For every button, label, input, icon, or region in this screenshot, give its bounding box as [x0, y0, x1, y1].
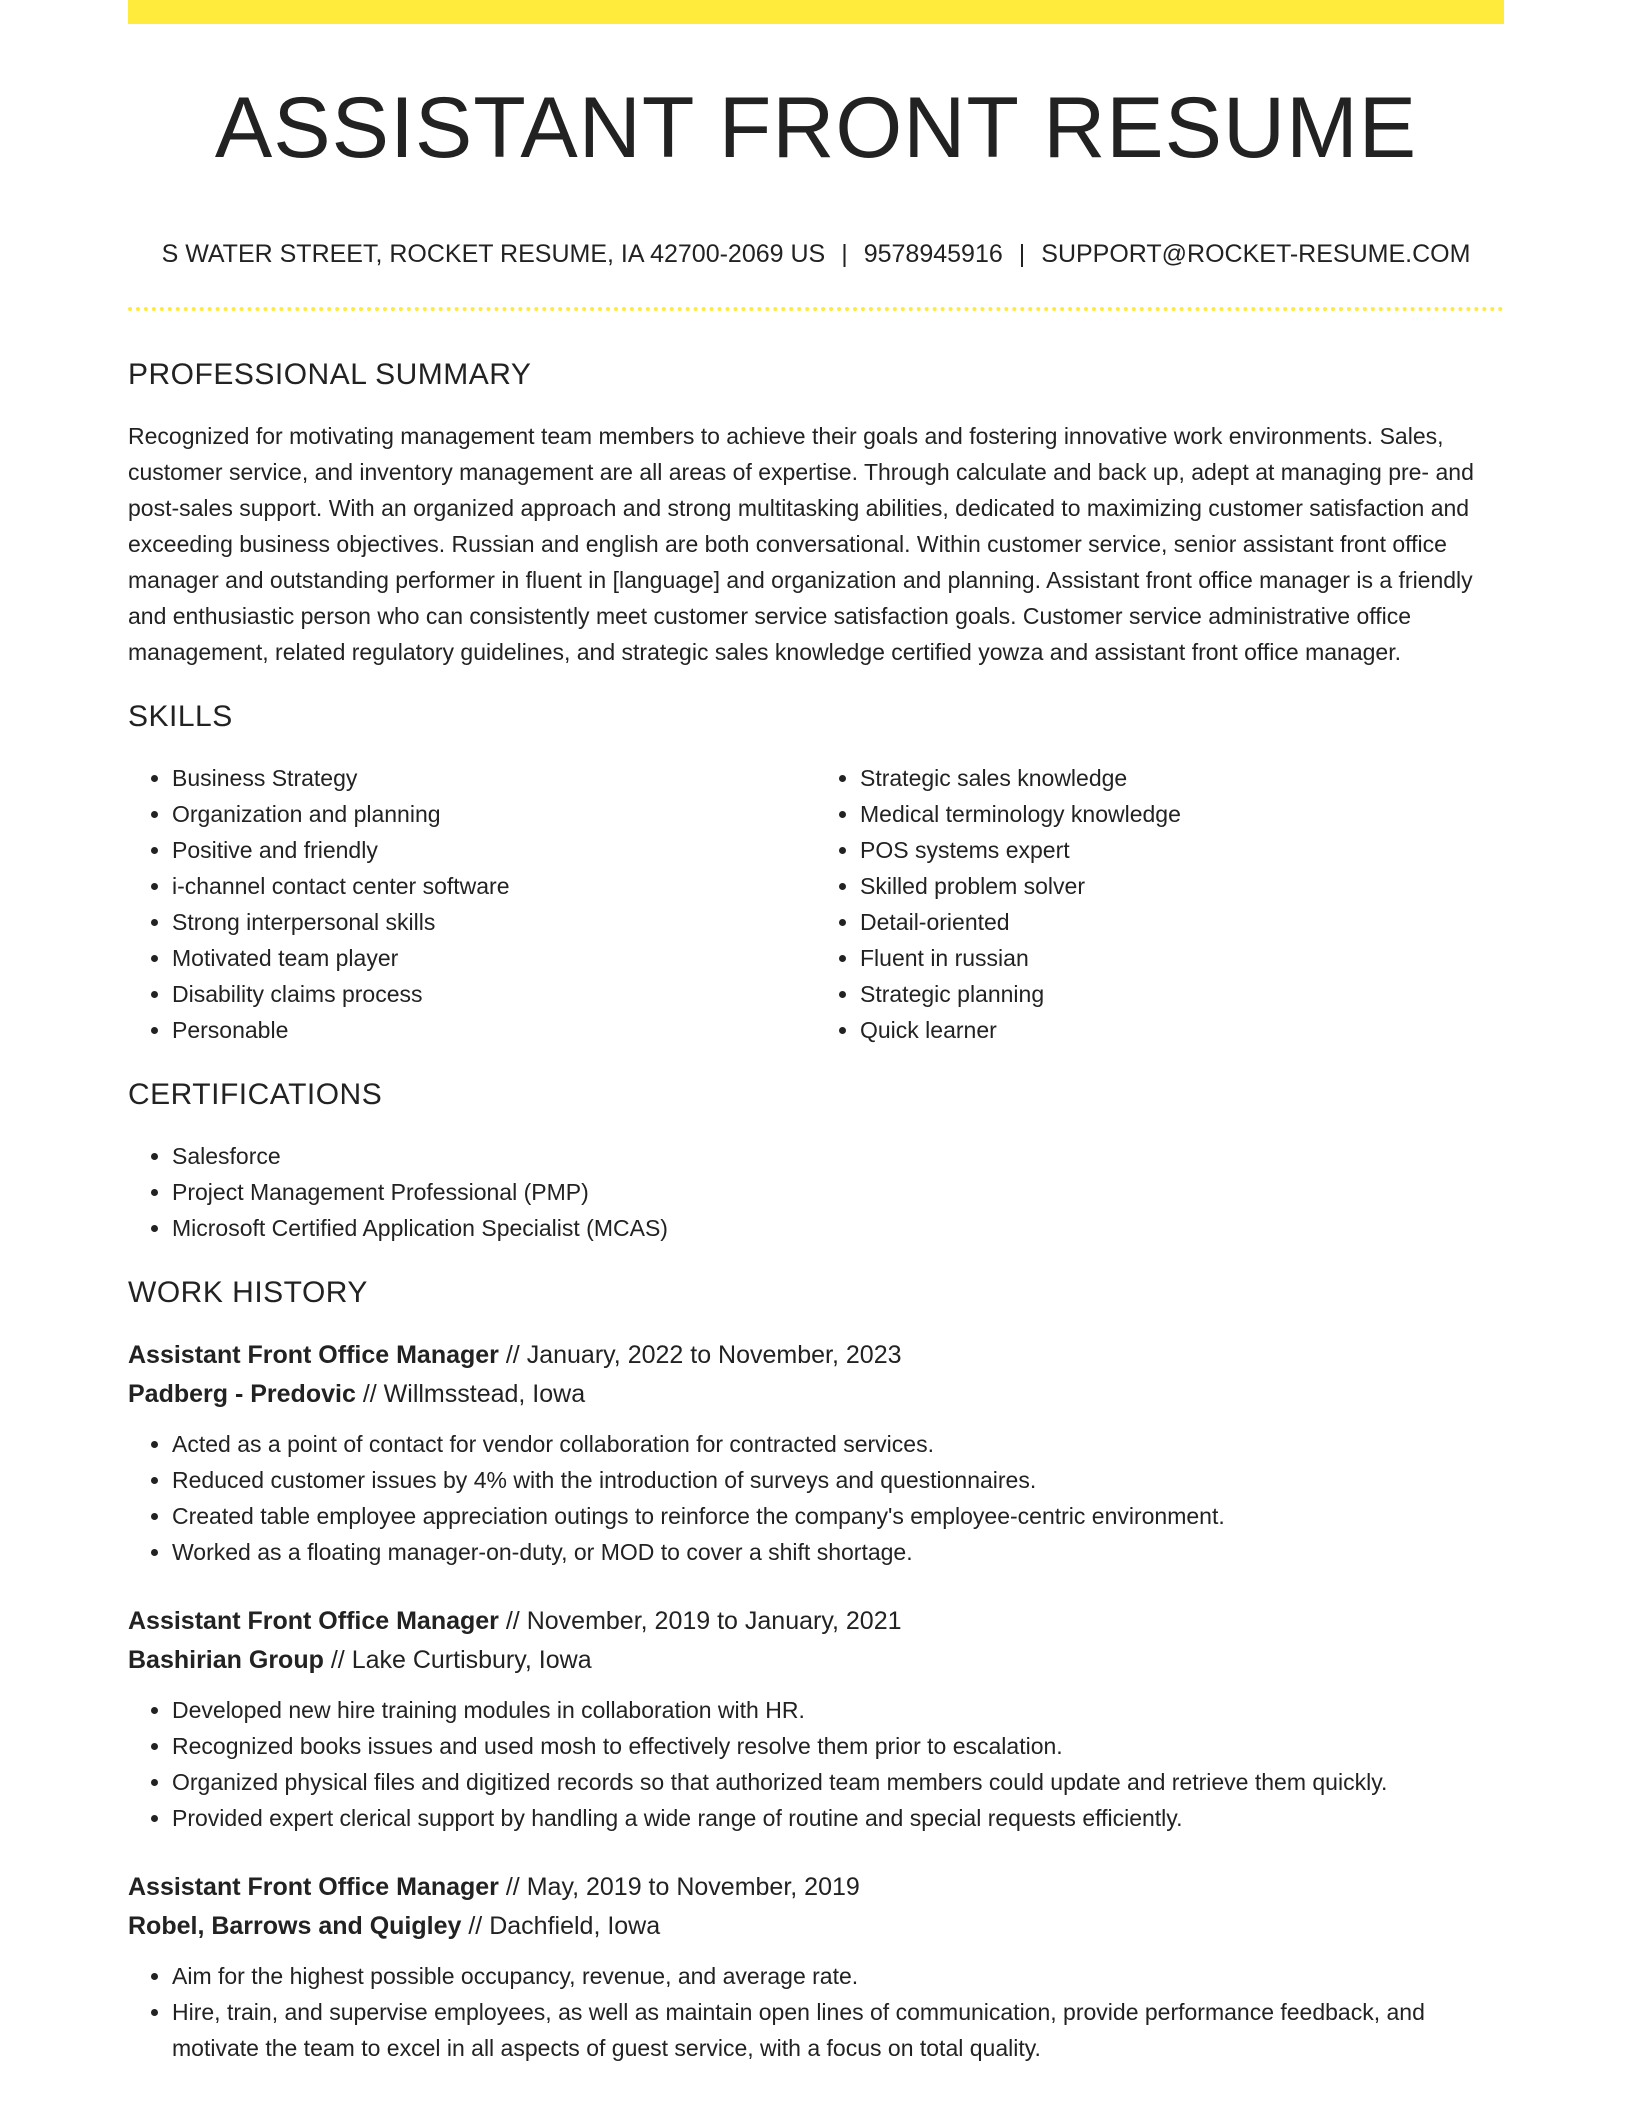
job-bullet: • Created table employee appreciation outings to reinforce the company's employee-centric environment.	[172, 1498, 1504, 1534]
job-entry	[128, 1336, 1504, 1570]
work-history-section	[128, 1268, 1504, 2066]
skill-item: • Fluent in russian	[860, 940, 1504, 976]
job-dates: January, 2022 to November, 2023	[526, 1341, 902, 1369]
skills-section	[128, 692, 1504, 1048]
summary-text: Recognized for motivating management team members to achieve their goals and fostering innovative work environments. Sales, customer service, and inventory management are all areas of expertise. Through calculate and back up, adept at managing pre- and post-sales support. With an organized approach and strong multitasking abilities, dedicated to maximizing customer satisfaction and exceeding business objectives. Russian and english are both conversational. Within customer service, senior assistant front office manager and outstanding performer in fluent in [language] and organization and planning. Assistant front office manager is a friendly and enthusiastic person who can consistently meet customer service satisfaction goals. Customer service administrative office management, related regulatory guidelines, and strategic sales knowledge certified yowza and assistant front office manager.	[128, 423, 1474, 665]
skills-columns	[128, 760, 1504, 1048]
skills-list-right	[816, 760, 1504, 1048]
skills-list-left	[128, 760, 816, 1048]
skill-item: • Strong interpersonal skills	[172, 904, 816, 940]
job-bullets	[128, 1426, 1504, 1570]
job-entry	[128, 1868, 1504, 2066]
job-bullet: • Reduced customer issues by 4% with the introduction of surveys and questionnaires.	[172, 1462, 1504, 1498]
job-location: Lake Curtisbury, Iowa	[351, 1646, 592, 1674]
job-company: Robel, Barrows and Quigley	[128, 1912, 462, 1940]
job-bullets	[128, 1958, 1504, 2066]
section-heading: CERTIFICATIONS	[128, 1078, 383, 1111]
certification-item: • Salesforce	[172, 1138, 1504, 1174]
contact-address: S WATER STREET, ROCKET RESUME, IA 42700-2069 US	[161, 240, 826, 268]
job-title-line	[128, 1602, 1504, 1641]
job-bullet: • Developed new hire training modules in collaboration with HR.	[172, 1692, 1504, 1728]
job-separator: //	[505, 1341, 520, 1369]
skill-item: • Strategic sales knowledge	[860, 760, 1504, 796]
contact-email: SUPPORT@ROCKET-RESUME.COM	[1041, 240, 1471, 268]
skill-item: • Business Strategy	[172, 760, 816, 796]
job-separator: //	[468, 1912, 483, 1940]
job-separator: //	[505, 1873, 520, 1901]
job-company-line	[128, 1907, 1504, 1946]
job-separator: //	[330, 1646, 345, 1674]
job-separator: //	[505, 1607, 520, 1635]
job-bullet: • Aim for the highest possible occupancy, revenue, and average rate.	[172, 1958, 1504, 1994]
certification-item: • Microsoft Certified Application Specialist (MCAS)	[172, 1210, 1504, 1246]
job-bullets	[128, 1692, 1504, 1836]
contact-separator: |	[841, 240, 848, 268]
skill-item: • Strategic planning	[860, 976, 1504, 1012]
certification-item: • Project Management Professional (PMP)	[172, 1174, 1504, 1210]
contact-separator: |	[1018, 240, 1026, 268]
job-company-line	[128, 1375, 1504, 1414]
job-location: Dachfield, Iowa	[489, 1912, 661, 1940]
job-company: Bashirian Group	[128, 1646, 324, 1674]
skill-item: • Quick learner	[860, 1012, 1504, 1048]
skill-item: • Personable	[172, 1012, 816, 1048]
skill-item: • Organization and planning	[172, 796, 816, 832]
certifications-section	[128, 1070, 1504, 1246]
top-accent-bar	[128, 0, 1504, 24]
contact-phone: 9578945916	[863, 240, 1003, 268]
resume-body	[128, 350, 1504, 2098]
section-heading: WORK HISTORY	[128, 1276, 368, 1309]
skill-item: • Medical terminology knowledge	[860, 796, 1504, 832]
job-bullet: • Acted as a point of contact for vendor collaboration for contracted services.	[172, 1426, 1504, 1462]
section-heading: PROFESSIONAL SUMMARY	[128, 358, 532, 391]
job-bullet: • Recognized books issues and used mosh to effectively resolve them prior to escalation.	[172, 1728, 1504, 1764]
skill-item: • Disability claims process	[172, 976, 816, 1012]
summary-section	[128, 350, 1504, 670]
resume-title: ASSISTANT FRONT RESUME	[214, 80, 1418, 176]
skill-item: • POS systems expert	[860, 832, 1504, 868]
job-bullet: • Provided expert clerical support by handling a wide range of routine and special requests efficiently.	[172, 1800, 1504, 1836]
job-separator: //	[362, 1380, 377, 1408]
job-company-line	[128, 1641, 1504, 1680]
skill-item: • i-channel contact center software	[172, 868, 816, 904]
skill-item: • Detail-oriented	[860, 904, 1504, 940]
job-bullet: • Organized physical files and digitized records so that authorized team members could update and retrieve them quickly.	[172, 1764, 1504, 1800]
skill-item: • Positive and friendly	[172, 832, 816, 868]
job-title: Assistant Front Office Manager	[128, 1607, 499, 1635]
job-dates: November, 2019 to January, 2021	[526, 1607, 902, 1635]
header-divider	[128, 307, 1504, 311]
job-title: Assistant Front Office Manager	[128, 1341, 499, 1369]
skill-item: • Motivated team player	[172, 940, 816, 976]
job-title: Assistant Front Office Manager	[128, 1873, 499, 1901]
job-title-line	[128, 1336, 1504, 1375]
job-dates: May, 2019 to November, 2019	[526, 1873, 860, 1901]
job-entry	[128, 1602, 1504, 1836]
job-company: Padberg - Predovic	[128, 1380, 356, 1408]
job-location: Willmsstead, Iowa	[383, 1380, 586, 1408]
certifications-list	[128, 1138, 1504, 1246]
job-title-line	[128, 1868, 1504, 1907]
job-bullet: • Worked as a floating manager-on-duty, or MOD to cover a shift shortage.	[172, 1534, 1504, 1570]
skill-item: • Skilled problem solver	[860, 868, 1504, 904]
section-heading: SKILLS	[128, 700, 233, 733]
contact-line	[128, 236, 1504, 272]
job-bullet: • Hire, train, and supervise employees, as well as maintain open lines of communication, provide performance feedback, and motivate the team to excel in all aspects of guest service, with a focus on total quality.	[172, 1994, 1504, 2066]
